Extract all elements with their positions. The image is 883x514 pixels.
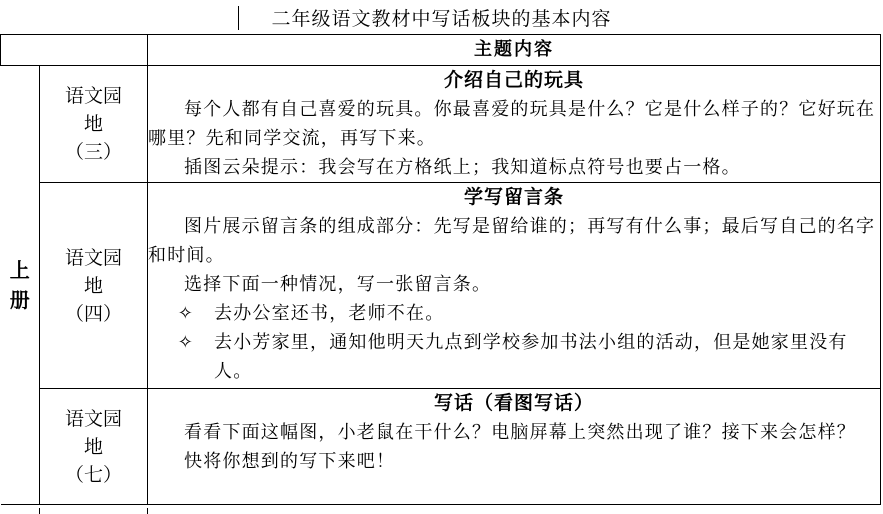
unit-line: 语文园 xyxy=(64,246,122,269)
lesson-paragraph: 插图云朵提示：我会写在方格纸上；我知道标点符号也要占一格。 xyxy=(184,157,741,178)
lesson-content-cell xyxy=(148,66,881,183)
lesson-paragraph: 每个人都有自己喜爱的玩具。你最喜爱的玩具是什么？它是什么样子的？它好玩在哪里？先和同学交流，再写下来。 xyxy=(148,99,876,149)
lesson-title: 写话（看图写话） xyxy=(433,392,594,414)
header-empty-cell xyxy=(1,35,148,66)
unit-cell xyxy=(40,66,148,183)
lesson-title: 介绍自己的玩具 xyxy=(443,69,584,91)
unit-line: 语文园 xyxy=(64,85,122,107)
lesson-content-cell xyxy=(148,183,881,389)
volume-label: 上 册 xyxy=(9,258,30,312)
page-title: 二年级语文教材中写话板块的基本内容 xyxy=(271,8,612,30)
option-text: 去办公室还书，老师不在。 xyxy=(214,303,445,324)
unit-line: （四） xyxy=(64,302,122,325)
content-table xyxy=(0,34,881,505)
table-header-row xyxy=(1,35,881,66)
next-row-stub xyxy=(0,508,880,514)
lesson-paragraph: 选择下面一种情况，写一张留言条。 xyxy=(184,274,492,295)
lesson-title: 学写留言条 xyxy=(463,186,564,208)
unit-line: 语文园 xyxy=(64,407,122,430)
diamond-bullet-icon: ✧ xyxy=(177,303,194,324)
option-item xyxy=(148,299,880,328)
unit-line: 地 xyxy=(83,113,103,135)
header-topic-cell: 主题内容 xyxy=(148,35,881,66)
option-text: 去小芳家里，通知他明天九点到学校参加书法小组的活动，但是她家里没有人。 xyxy=(214,332,848,382)
unit-line: 地 xyxy=(83,435,103,458)
volume-cell xyxy=(1,66,40,505)
table-row xyxy=(1,183,881,389)
unit-cell xyxy=(40,183,148,389)
option-item xyxy=(148,328,880,386)
diamond-bullet-icon: ✧ xyxy=(177,332,194,353)
table-row xyxy=(1,389,881,505)
unit-line: （七） xyxy=(64,463,122,486)
lesson-paragraph: 图片展示留言条的组成部分：先写是留给谁的；再写有什么事；最后写自己的名字和时间。 xyxy=(148,216,876,266)
lesson-paragraph: 快将你想到的写下来吧！ xyxy=(184,451,396,472)
unit-line: （三） xyxy=(64,141,122,163)
unit-cell xyxy=(40,389,148,505)
unit-line: 地 xyxy=(83,274,103,297)
lesson-paragraph: 看看下面这幅图，小老鼠在干什么？电脑屏幕上突然出现了谁？接下来会怎样？ xyxy=(184,422,856,443)
table-row xyxy=(1,66,881,183)
lesson-content-cell xyxy=(148,389,881,505)
